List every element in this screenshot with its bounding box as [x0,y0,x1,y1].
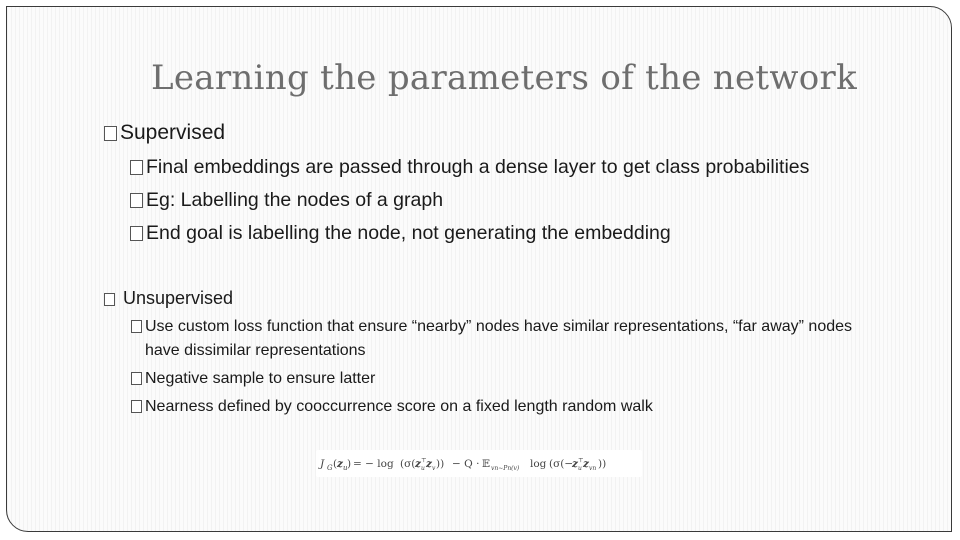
box-bullet-icon [130,160,143,175]
list-item [131,395,861,419]
box-bullet-icon [104,126,117,141]
box-bullet-icon [131,320,142,333]
list-item [130,189,443,212]
svg-text:log: log [530,458,547,470]
supervised-item-3: End goal is labelling the node, not generating the embedding [146,222,671,244]
svg-text:): ) [347,458,352,470]
list-item [130,156,809,179]
unsupervised-item-3: Nearness defined by cooccurrence score on a fixed length random walk [145,398,653,415]
svg-text:(: ( [333,458,338,470]
box-bullet-icon [131,372,142,385]
svg-text:z: z [337,458,343,470]
svg-text:z: z [583,458,589,470]
svg-text:= − log: = − log [353,458,394,470]
svg-text:⊤: ⊤ [578,457,584,464]
svg-text:𝔼: 𝔼 [482,458,491,470]
svg-text:u: u [578,465,582,472]
slide-title: Learning the parameters of the network [150,58,858,98]
unsupervised-heading-row [104,288,233,309]
svg-text:− Q ·: − Q · [452,458,480,470]
svg-text:z: z [572,458,578,470]
box-bullet-icon [104,293,115,306]
svg-text:vn∼Pn(v): vn∼Pn(v) [491,465,520,472]
svg-text:)): )) [598,458,607,470]
list-item [131,315,875,363]
svg-text:z: z [426,458,432,470]
loss-function-formula [316,450,642,477]
svg-text:u: u [421,465,425,472]
unsupervised-heading: Unsupervised [123,288,234,308]
supervised-item-2: Eg: Labelling the nodes of a graph [146,189,444,211]
svg-text:)): )) [436,458,445,470]
svg-text:v: v [432,465,436,472]
list-item [131,367,861,391]
supervised-heading: Supervised [120,121,226,144]
svg-text:⊤: ⊤ [421,457,427,464]
box-bullet-icon [130,226,143,241]
svg-text:z: z [415,458,421,470]
svg-text:G: G [327,464,333,472]
svg-text:u: u [343,464,348,472]
formula-image [316,450,642,477]
supervised-heading-row [104,121,225,145]
box-bullet-icon [131,400,142,413]
svg-text:vn: vn [589,465,597,472]
svg-text:(σ(: (σ( [400,458,416,470]
svg-text:J: J [320,458,325,470]
unsupervised-item-2: Negative sample to ensure latter [145,370,376,387]
box-bullet-icon [130,193,143,208]
list-item [130,222,671,245]
supervised-item-1: Final embeddings are passed through a dense layer to get class probabilities [146,156,810,178]
unsupervised-item-1: Use custom loss function that ensure “nearby” nodes have similar representations, “far away” nodes have dissimilar representations [145,318,853,359]
svg-text:(σ(−: (σ(− [549,458,574,470]
